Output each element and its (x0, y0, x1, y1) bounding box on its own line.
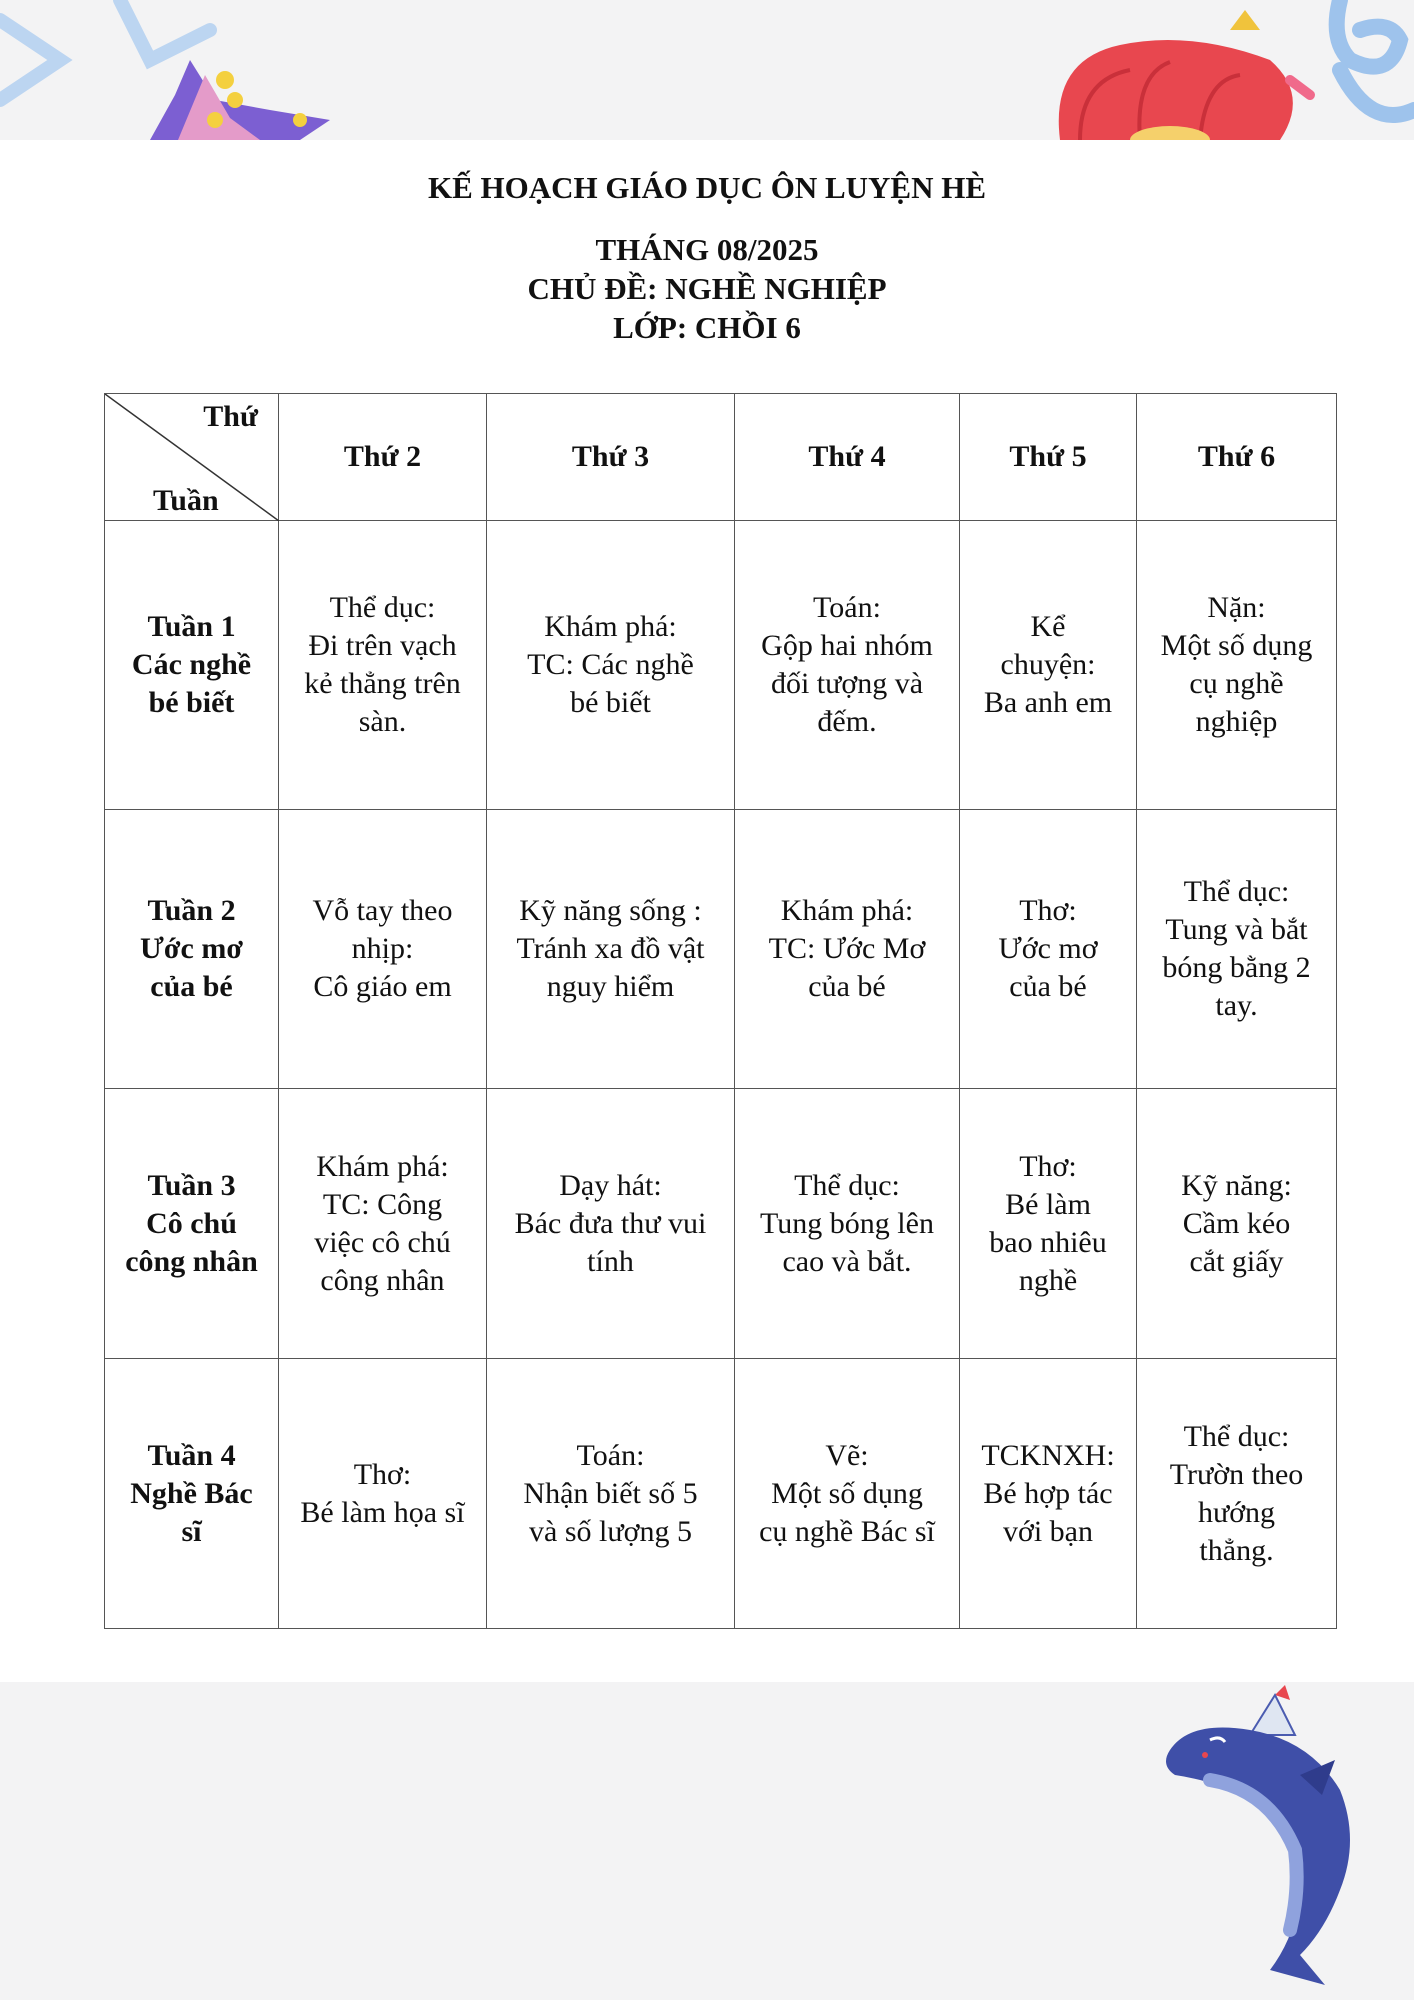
day-header: Thứ 6 (1137, 394, 1337, 521)
activity-cell: Thể dục: Tung và bắt bóng bằng 2 tay. (1137, 810, 1337, 1089)
day-header: Thứ 2 (279, 394, 487, 521)
table-row (105, 1089, 1337, 1359)
corner-day-label: Thứ (203, 400, 258, 433)
activity-cell: Vẽ: Một số dụng cụ nghề Bác sĩ (735, 1359, 960, 1629)
corner-cell (105, 394, 279, 521)
activity-cell: Khám phá: TC: Các nghề bé biết (487, 521, 735, 810)
week-label: Tuần 1 Các nghề bé biết (105, 521, 279, 810)
theme-label: CHỦ ĐỀ: NGHỀ NGHIỆP (527, 271, 887, 306)
month-label: THÁNG 08/2025 (595, 232, 819, 267)
activity-cell: Kể chuyện: Ba anh em (960, 521, 1137, 810)
table-row (105, 1359, 1337, 1629)
day-header: Thứ 5 (960, 394, 1137, 521)
activity-cell: Toán: Nhận biết số 5 và số lượng 5 (487, 1359, 735, 1629)
seashell-icon (1040, 0, 1414, 140)
activity-cell: Khám phá: TC: Công việc cô chú công nhân (279, 1089, 487, 1359)
week-label: Tuần 4 Nghề Bác sĩ (105, 1359, 279, 1629)
table-row (105, 810, 1337, 1089)
day-header: Thứ 3 (487, 394, 735, 521)
activity-cell: Thể dục: Trườn theo hướng thẳng. (1137, 1359, 1337, 1629)
activity-cell: Thơ: Bé làm họa sĩ (279, 1359, 487, 1629)
table-header-row (105, 394, 1337, 521)
activity-cell: TCKNXH: Bé hợp tác với bạn (960, 1359, 1137, 1629)
schedule-table (104, 393, 1337, 1629)
page-title: KẾ HOẠCH GIÁO DỤC ÔN LUYỆN HÈ (427, 170, 987, 205)
table-row (105, 521, 1337, 810)
corner-week-label: Tuần (153, 484, 219, 517)
week-label: Tuần 3 Cô chú công nhân (105, 1089, 279, 1359)
starfish-icon (0, 0, 360, 140)
activity-cell: Thể dục: Tung bóng lên cao và bắt. (735, 1089, 960, 1359)
activity-cell: Vỗ tay theo nhịp: Cô giáo em (279, 810, 487, 1089)
dolphin-icon (1150, 1680, 1390, 2000)
activity-cell: Kỹ năng sống : Tránh xa đồ vật nguy hiểm (487, 810, 735, 1089)
activity-cell: Nặn: Một số dụng cụ nghề nghiệp (1137, 521, 1337, 810)
day-header: Thứ 4 (735, 394, 960, 521)
class-label: LỚP: CHỒI 6 (613, 310, 801, 345)
activity-cell: Khám phá: TC: Ước Mơ của bé (735, 810, 960, 1089)
activity-cell: Dạy hát: Bác đưa thư vui tính (487, 1089, 735, 1359)
activity-cell: Thơ: Bé làm bao nhiêu nghề (960, 1089, 1137, 1359)
title-block (0, 168, 1414, 347)
activity-cell: Thể dục: Đi trên vạch kẻ thẳng trên sàn. (279, 521, 487, 810)
activity-cell: Kỹ năng: Cầm kéo cắt giấy (1137, 1089, 1337, 1359)
activity-cell: Thơ: Ước mơ của bé (960, 810, 1137, 1089)
activity-cell: Toán: Gộp hai nhóm đối tượng và đếm. (735, 521, 960, 810)
week-label: Tuần 2 Ước mơ của bé (105, 810, 279, 1089)
